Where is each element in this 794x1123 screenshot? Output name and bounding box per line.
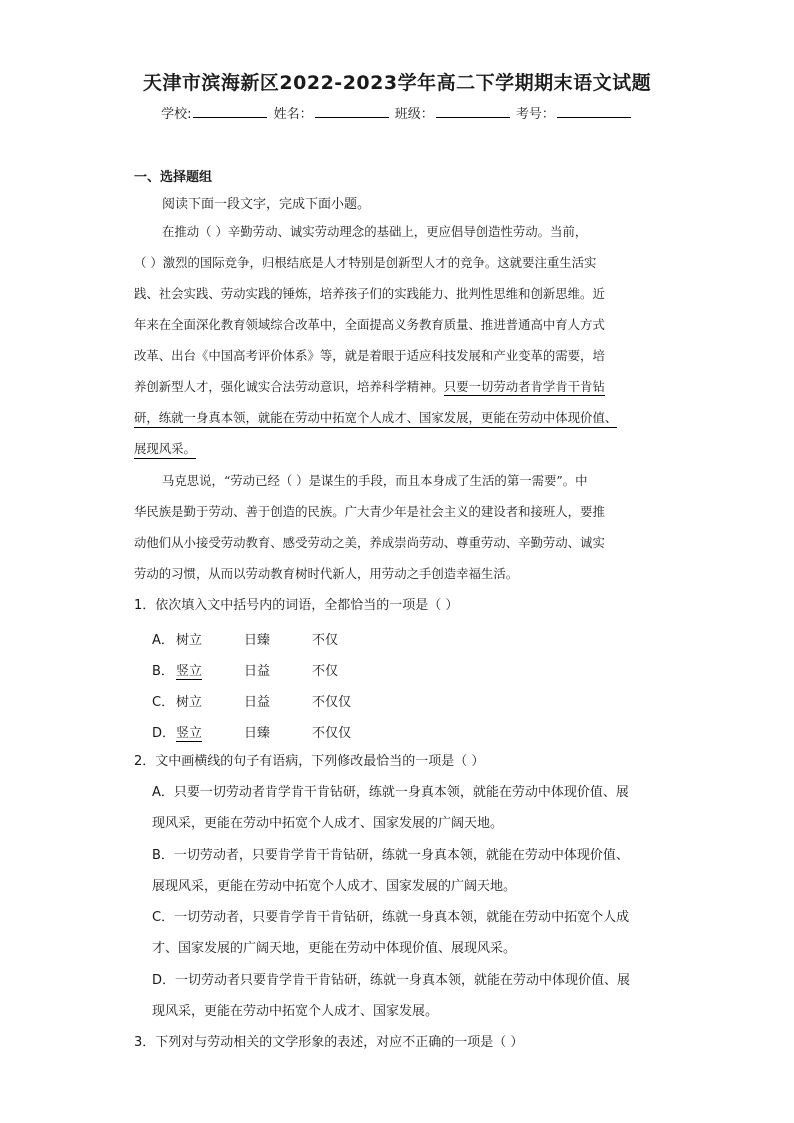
option-word-2: 日臻 [244, 726, 271, 741]
passage-line [134, 379, 605, 395]
option-text: B．一切劳动者，只要肯学肯干肯钻研，练就一身真本领，就能在劳动中体现价值、 [152, 848, 629, 863]
option-text: 展现风采，更能在劳动中拓宽个人成才、国家发展的广阔天地。 [152, 879, 517, 894]
passage-line: 践、社会实践、劳动实践的锤炼，培养孩子们的实践能力、批判性思维和创新思维。近 [134, 286, 605, 301]
option-text: D．一切劳动者只要肯学肯干肯钻研，练就一身真本领，就能在劳动中体现价值、展 [152, 973, 631, 988]
option-text: C．一切劳动者，只要肯学肯干肯钻研，练就一身真本领，就能在劳动中拓宽个人成 [152, 910, 630, 925]
passage-line: 改革、出台《中国高考评价体系》等，就是着眼于适应科技发展和产业变革的需要，培 [134, 348, 605, 363]
option-word-1: 树立 [176, 633, 203, 648]
option-word-3: 不仅 [312, 664, 339, 679]
option-text: 才、国家发展的广阔天地，更能在劳动中体现价值、展现风采。 [152, 941, 517, 956]
option-word-3: 不仅仅 [312, 695, 352, 710]
page-title: 天津市滨海新区2022-2023学年高二下学期期末语文试题 [142, 72, 652, 94]
option-word-1: 树立 [176, 695, 203, 710]
school-blank[interactable] [193, 105, 267, 118]
option-word-3: 不仅 [312, 633, 339, 648]
option-label: C． [152, 695, 175, 710]
option-label: D． [152, 726, 176, 741]
option-word-2: 日益 [244, 695, 271, 710]
passage-line: 马克思说，“劳动已经（ ）是谋生的手段，而且本身成了生活的第一需要”。中 [162, 473, 588, 488]
section-heading: 一、选择题组 [134, 170, 213, 185]
underlined-sentence: 只要一切劳动者肯学肯干肯钻 [443, 379, 605, 394]
passage-line: 年来在全面深化教育领域综合改革中，全面提高义务教育质量、推进普通高中育人方式 [134, 317, 605, 332]
option-word-1: 竖立 [176, 722, 202, 742]
passage-line: （ ）激烈的国际竞争，归根结底是人才特别是创新型人才的竞争。这就要注重生活实 [134, 255, 597, 270]
class-label: 班级： [394, 107, 434, 122]
option-text: A．只要一切劳动者肯学肯干肯钻研，练就一身真本领，就能在劳动中体现价值、展 [152, 785, 629, 800]
question-1-stem: 1．依次填入文中括号内的词语，全都恰当的一项是（ ） [134, 598, 459, 613]
option-text: 现风采，更能在劳动中拓宽个人成才、国家发展。 [152, 1004, 439, 1019]
name-blank[interactable] [315, 105, 389, 118]
passage-line: 劳动的习惯，从而以劳动教育树时代新人，用劳动之手创造幸福生活。 [134, 566, 519, 581]
exam-no-blank[interactable] [557, 105, 631, 118]
question-2-stem: 2．文中画横线的句子有语病，下列修改最恰当的一项是（ ） [134, 754, 485, 769]
underlined-sentence: 展现风采。 [134, 441, 196, 459]
option-word-3: 不仅仅 [312, 726, 352, 741]
option-label: B． [152, 664, 174, 679]
option-word-2: 日益 [244, 664, 271, 679]
school-label: 学校: [161, 107, 192, 122]
student-info-line [0, 103, 794, 122]
option-word-2: 日臻 [244, 633, 271, 648]
class-blank[interactable] [436, 105, 510, 118]
passage-line: 在推动（ ）辛勤劳动、诚实劳动理念的基础上，更应倡导创造性劳动。当前， [162, 224, 588, 239]
underlined-sentence: 研，练就一身真本领，就能在劳动中拓宽个人成才、国家发展，更能在劳动中体现价值、 [134, 410, 617, 428]
section-intro: 阅读下面一段文字，完成下面小题。 [162, 197, 371, 212]
passage-line: 华民族是勤于劳动、善于创造的民族。广大青少年是社会主义的建设者和接班人，要推 [134, 504, 605, 519]
name-label: 姓名： [273, 107, 313, 122]
option-word-1: 竖立 [176, 660, 202, 680]
passage-text: 养创新型人才，强化诚实合法劳动意识，培养科学精神。 [134, 379, 444, 394]
question-3-stem: 3．下列对与劳动相关的文学形象的表述，对应不正确的一项是（ ） [134, 1035, 524, 1050]
option-label: A． [152, 633, 174, 648]
option-text: 现风采，更能在劳动中拓宽个人成才、国家发展的广阔天地。 [152, 816, 504, 831]
passage-line: 动他们从小接受劳动教育、感受劳动之美，养成崇尚劳动、尊重劳动、辛勤劳动、诚实 [134, 535, 605, 550]
exam-no-label: 考号： [515, 107, 555, 122]
